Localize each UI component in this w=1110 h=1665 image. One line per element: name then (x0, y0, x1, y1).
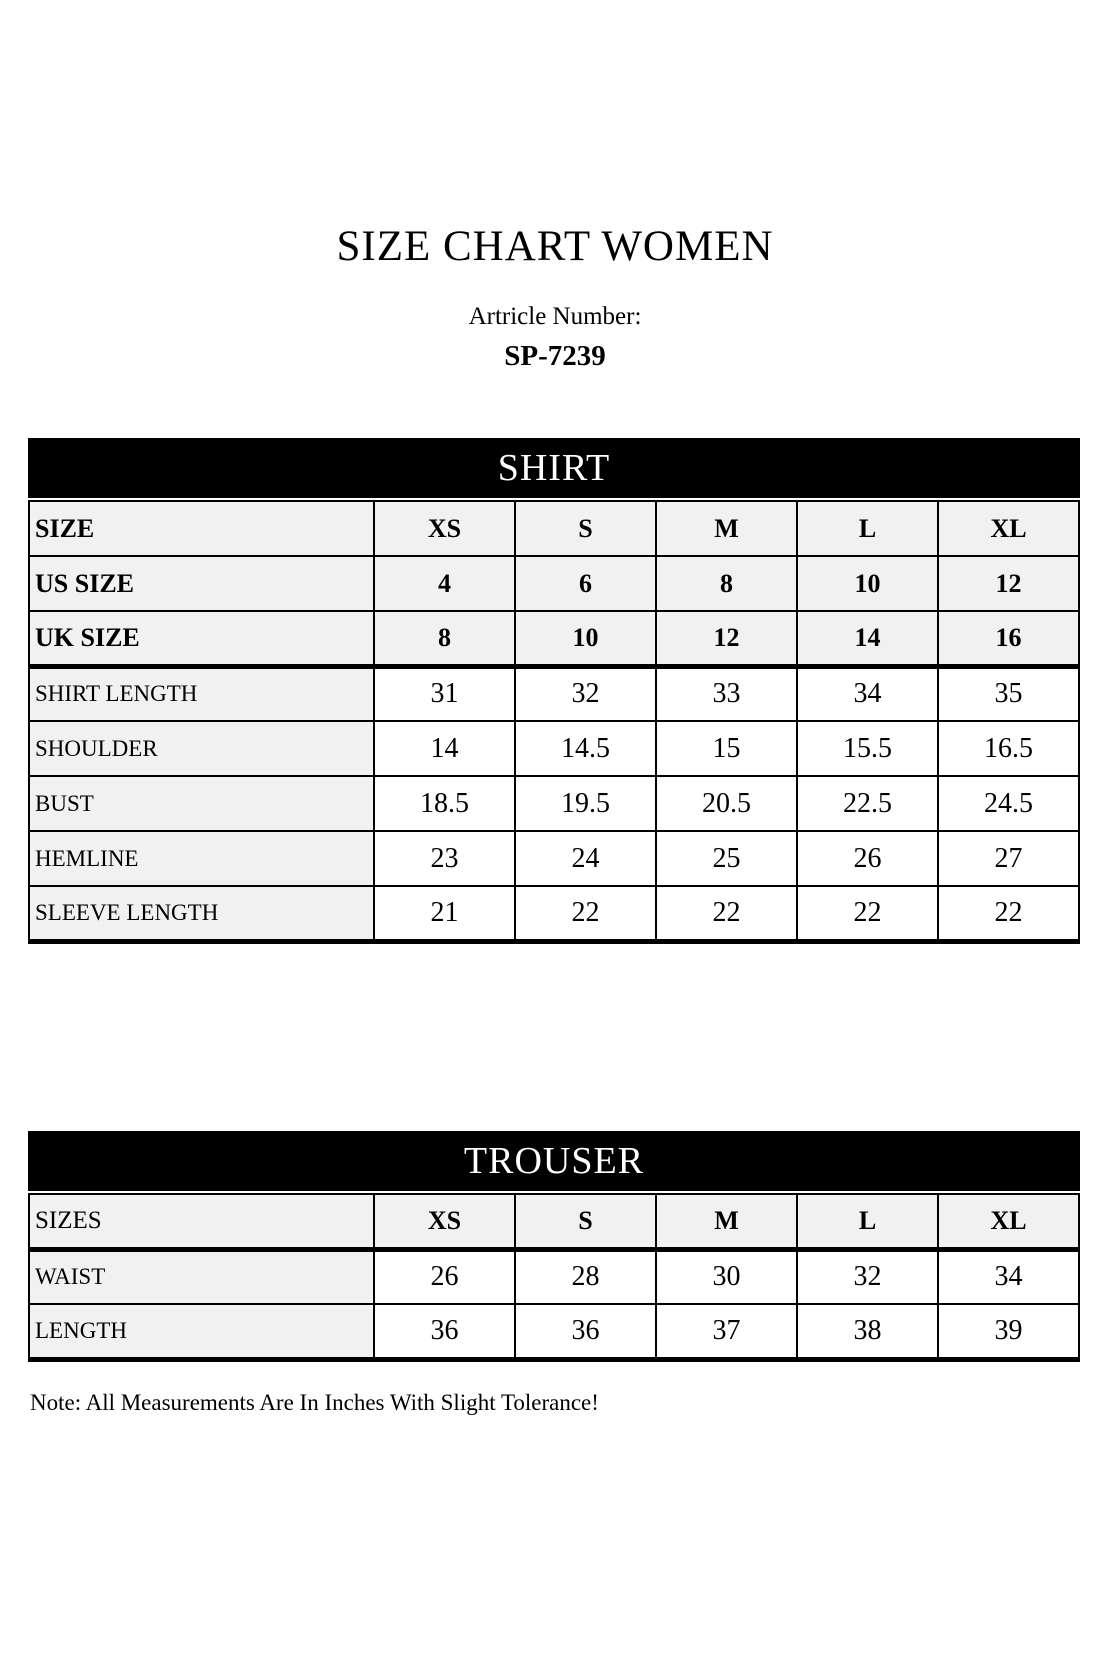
value-cell: S (515, 501, 656, 556)
shirt-table-title: SHIRT (28, 438, 1080, 498)
value-cell: 21 (374, 886, 515, 941)
value-cell: XS (374, 1194, 515, 1249)
row-label: UK SIZE (29, 611, 374, 666)
row-label: SIZE (29, 501, 374, 556)
value-cell: 14 (797, 611, 938, 666)
row-label: LENGTH (29, 1304, 374, 1359)
row-label: SHIRT LENGTH (29, 666, 374, 721)
value-cell: 38 (797, 1304, 938, 1359)
value-cell: 22.5 (797, 776, 938, 831)
note-text: Note: All Measurements Are In Inches With Slight Tolerance! (30, 1390, 599, 1415)
value-cell: XL (938, 1194, 1079, 1249)
table-row (29, 831, 1079, 886)
value-cell: L (797, 1194, 938, 1249)
value-cell: 19.5 (515, 776, 656, 831)
value-cell: 24.5 (938, 776, 1079, 831)
value-cell: 6 (515, 556, 656, 611)
row-label: SHOULDER (29, 721, 374, 776)
value-cell: 8 (656, 556, 797, 611)
value-cell: 15.5 (797, 721, 938, 776)
value-cell: 26 (374, 1249, 515, 1304)
value-cell: 22 (656, 886, 797, 941)
trouser-section (28, 1131, 1080, 1362)
value-cell: 22 (515, 886, 656, 941)
article-number-value: SP-7239 (504, 340, 606, 372)
value-cell: M (656, 501, 797, 556)
table-row (29, 1194, 1079, 1249)
table-row (29, 556, 1079, 611)
value-cell: 16.5 (938, 721, 1079, 776)
value-cell: 22 (797, 886, 938, 941)
value-cell: 30 (656, 1249, 797, 1304)
table-row (29, 886, 1079, 941)
value-cell: 32 (797, 1249, 938, 1304)
row-label: WAIST (29, 1249, 374, 1304)
value-cell: 31 (374, 666, 515, 721)
value-cell: 10 (515, 611, 656, 666)
value-cell: 24 (515, 831, 656, 886)
value-cell: 36 (515, 1304, 656, 1359)
value-cell: 37 (656, 1304, 797, 1359)
value-cell: S (515, 1194, 656, 1249)
row-label: HEMLINE (29, 831, 374, 886)
value-cell: XS (374, 501, 515, 556)
value-cell: 14.5 (515, 721, 656, 776)
page-title: SIZE CHART WOMEN (336, 223, 774, 270)
table-row (29, 776, 1079, 831)
row-label: US SIZE (29, 556, 374, 611)
value-cell: 20.5 (656, 776, 797, 831)
value-cell: 14 (374, 721, 515, 776)
value-cell: 25 (656, 831, 797, 886)
value-cell: 34 (938, 1249, 1079, 1304)
value-cell: 12 (656, 611, 797, 666)
value-cell: L (797, 501, 938, 556)
value-cell: 22 (938, 886, 1079, 941)
article-number-label: Artricle Number: (468, 303, 642, 330)
table-row (29, 1249, 1079, 1304)
value-cell: 39 (938, 1304, 1079, 1359)
value-cell: 4 (374, 556, 515, 611)
trouser-table (28, 1193, 1080, 1362)
value-cell: 28 (515, 1249, 656, 1304)
value-cell: 8 (374, 611, 515, 666)
value-cell: 32 (515, 666, 656, 721)
shirt-section (28, 438, 1080, 944)
row-label: SIZES (29, 1194, 374, 1249)
value-cell: 34 (797, 666, 938, 721)
value-cell: 35 (938, 666, 1079, 721)
value-cell: XL (938, 501, 1079, 556)
table-row (29, 666, 1079, 721)
table-row (29, 611, 1079, 666)
table-row (29, 1304, 1079, 1359)
value-cell: 18.5 (374, 776, 515, 831)
value-cell: 15 (656, 721, 797, 776)
table-row (29, 721, 1079, 776)
value-cell: M (656, 1194, 797, 1249)
value-cell: 16 (938, 611, 1079, 666)
shirt-table (28, 500, 1080, 944)
value-cell: 33 (656, 666, 797, 721)
row-label: SLEEVE LENGTH (29, 886, 374, 941)
table-row (29, 501, 1079, 556)
value-cell: 26 (797, 831, 938, 886)
value-cell: 36 (374, 1304, 515, 1359)
value-cell: 12 (938, 556, 1079, 611)
value-cell: 10 (797, 556, 938, 611)
value-cell: 27 (938, 831, 1079, 886)
value-cell: 23 (374, 831, 515, 886)
trouser-table-title: TROUSER (28, 1131, 1080, 1191)
row-label: BUST (29, 776, 374, 831)
